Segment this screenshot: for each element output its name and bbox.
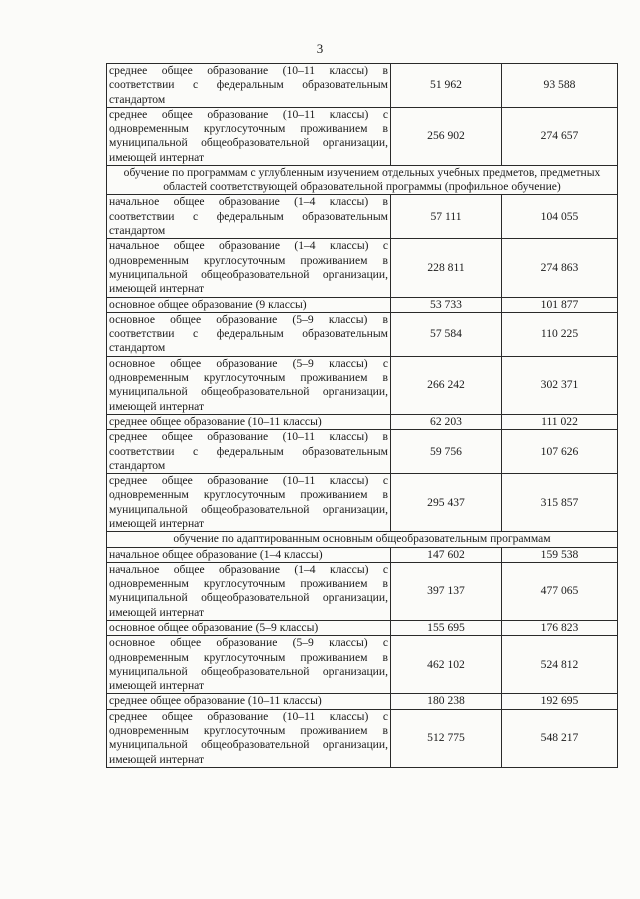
- row-description: основное общее образование (9 классы): [107, 297, 391, 312]
- value-cell-2: 524 812: [502, 636, 618, 694]
- row-description: среднее общее образование (10–11 классы) с одновременным круглосуточным проживанием в муниципальной общеобразовательной организации, имеющей интернат: [107, 474, 391, 532]
- value-cell-2: 111 022: [502, 414, 618, 429]
- row-description: основное общее образование (5–9 классы) с одновременным круглосуточным проживанием в муниципальной общеобразовательной организации, имеющей интернат: [107, 356, 391, 414]
- table-row: [107, 547, 618, 562]
- value-cell-2: 548 217: [502, 709, 618, 767]
- table-row: [107, 195, 618, 239]
- value-cell-1: 57 111: [391, 195, 502, 239]
- value-cell-1: 180 238: [391, 694, 502, 709]
- value-cell-1: 155 695: [391, 621, 502, 636]
- value-cell-2: 159 538: [502, 547, 618, 562]
- table-row: [107, 709, 618, 767]
- value-cell-1: 256 902: [391, 107, 502, 165]
- section-header: обучение по адаптированным основным общеобразовательным программам: [107, 532, 618, 547]
- row-description: среднее общее образование (10–11 классы) с одновременным круглосуточным проживанием в муниципальной общеобразовательной организации, имеющей интернат: [107, 107, 391, 165]
- cost-table: [106, 63, 618, 768]
- table-row: [107, 297, 618, 312]
- value-cell-2: 104 055: [502, 195, 618, 239]
- table-row: [107, 414, 618, 429]
- table-row: [107, 239, 618, 297]
- row-description: среднее общее образование (10–11 классы): [107, 694, 391, 709]
- row-description: среднее общее образование (10–11 классы) в соответствии с федеральным образовательным стандартом: [107, 64, 391, 108]
- table-row: [107, 64, 618, 108]
- value-cell-2: 110 225: [502, 312, 618, 356]
- value-cell-1: 51 962: [391, 64, 502, 108]
- value-cell-2: 176 823: [502, 621, 618, 636]
- table-row: [107, 636, 618, 694]
- value-cell-1: 228 811: [391, 239, 502, 297]
- row-description: основное общее образование (5–9 классы) с одновременным круглосуточным проживанием в муниципальной общеобразовательной организации, имеющей интернат: [107, 636, 391, 694]
- value-cell-1: 59 756: [391, 430, 502, 474]
- value-cell-2: 477 065: [502, 562, 618, 620]
- section-header-row: [107, 532, 618, 547]
- value-cell-1: 462 102: [391, 636, 502, 694]
- section-header: обучение по программам с углубленным изучением отдельных учебных предметов, предметных областей соответствующей образовательной программы (профильное обучение): [107, 166, 618, 195]
- value-cell-1: 57 584: [391, 312, 502, 356]
- value-cell-1: 62 203: [391, 414, 502, 429]
- row-description: начальное общее образование (1–4 классы) с одновременным круглосуточным проживанием в муниципальной общеобразовательной организации, имеющей интернат: [107, 239, 391, 297]
- row-description: основное общее образование (5–9 классы): [107, 621, 391, 636]
- table-row: [107, 356, 618, 414]
- table-row: [107, 474, 618, 532]
- value-cell-2: 93 588: [502, 64, 618, 108]
- table-row: [107, 312, 618, 356]
- table-row: [107, 562, 618, 620]
- row-description: основное общее образование (5–9 классы) в соответствии с федеральным образовательным стандартом: [107, 312, 391, 356]
- table-row: [107, 694, 618, 709]
- row-description: среднее общее образование (10–11 классы) в соответствии с федеральным образовательным стандартом: [107, 430, 391, 474]
- section-header-row: [107, 166, 618, 195]
- value-cell-2: 302 371: [502, 356, 618, 414]
- value-cell-2: 274 657: [502, 107, 618, 165]
- value-cell-2: 274 863: [502, 239, 618, 297]
- value-cell-1: 512 775: [391, 709, 502, 767]
- row-description: среднее общее образование (10–11 классы) с одновременным круглосуточным проживанием в муниципальной общеобразовательной организации, имеющей интернат: [107, 709, 391, 767]
- row-description: начальное общее образование (1–4 классы) с одновременным круглосуточным проживанием в муниципальной общеобразовательной организации, имеющей интернат: [107, 562, 391, 620]
- value-cell-2: 107 626: [502, 430, 618, 474]
- table-row: [107, 621, 618, 636]
- cost-table-body: [107, 64, 618, 768]
- value-cell-1: 266 242: [391, 356, 502, 414]
- value-cell-2: 315 857: [502, 474, 618, 532]
- row-description: начальное общее образование (1–4 классы) в соответствии с федеральным образовательным стандартом: [107, 195, 391, 239]
- value-cell-1: 397 137: [391, 562, 502, 620]
- table-row: [107, 430, 618, 474]
- table-row: [107, 107, 618, 165]
- value-cell-2: 101 877: [502, 297, 618, 312]
- value-cell-1: 53 733: [391, 297, 502, 312]
- value-cell-1: 147 602: [391, 547, 502, 562]
- row-description: начальное общее образование (1–4 классы): [107, 547, 391, 562]
- page-number: 3: [316, 41, 324, 56]
- row-description: среднее общее образование (10–11 классы): [107, 414, 391, 429]
- value-cell-1: 295 437: [391, 474, 502, 532]
- value-cell-2: 192 695: [502, 694, 618, 709]
